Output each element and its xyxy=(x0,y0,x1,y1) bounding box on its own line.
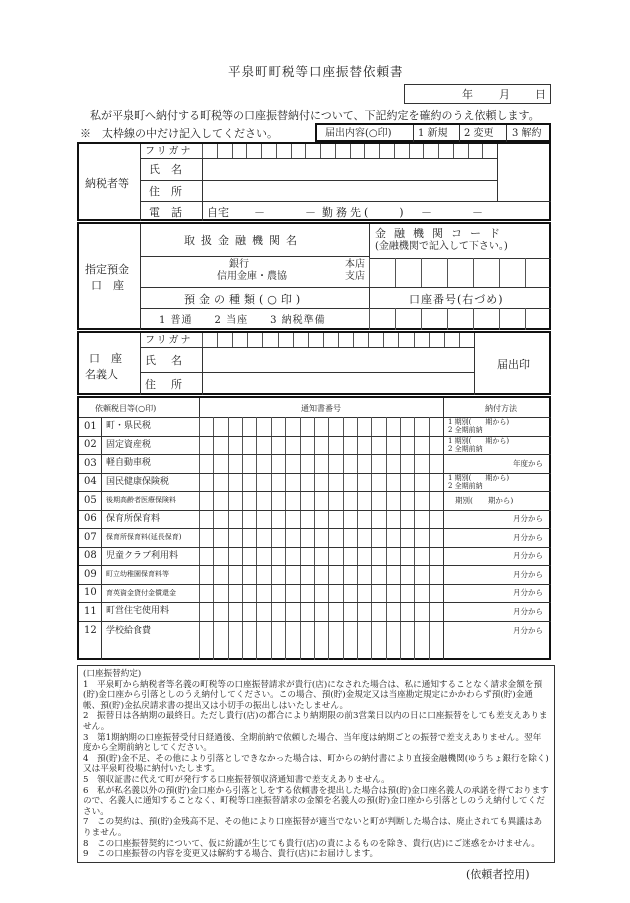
account-number-header: 口座番号(右づめ) xyxy=(409,293,504,306)
branch-label: 支店 xyxy=(345,271,365,282)
tax-row-number: 02 xyxy=(84,439,97,450)
tax-row-item[interactable]: 育英資金貸付金償還金 xyxy=(106,588,176,597)
code-note: (金融機関で記入して下さい。) xyxy=(375,241,508,252)
col-method-header: 納付方法 xyxy=(485,404,517,413)
bank-section-label-2: 口 座 xyxy=(91,279,124,292)
tax-row-method[interactable]: 期別( 期から) xyxy=(455,495,514,505)
term-7: 7 この契約は、預(貯)金残高不足、その他により口座振替が適当でないと町が判断した場合は、廃止されても異議はありません。 xyxy=(83,817,543,838)
taxpayer-label: 納税者等 xyxy=(85,177,129,190)
tax-row-item[interactable]: 学校給食費 xyxy=(106,625,152,636)
date-month-label: 月 xyxy=(499,88,510,101)
phone-work-label: 勤務先( ) xyxy=(322,206,407,219)
tax-row-number: 04 xyxy=(84,476,97,487)
taxpayer-phone-label: 電 話 xyxy=(149,206,182,219)
tax-row-item[interactable]: 町立幼稚園保育料等 xyxy=(106,570,169,578)
tax-row-number: 10 xyxy=(84,587,97,598)
tax-row-method[interactable]: 月分から xyxy=(513,626,543,635)
tax-row-item[interactable]: 町・県民税 xyxy=(106,421,152,431)
term-1: 1 平泉町から納税者等名義の町税等の口座振替請求が貴行(店)になされた場合は、私に通知することなく請求金額を預(貯)金口座から引落としのうえ納付してください。この場合、預(貯)金規定又は当座勘定規定にかかわらず預(貯)金通帳、預(貯)金払戻請求書の提出又は小切手の振出しはいたしません。 xyxy=(83,679,543,711)
holder-label-1: 口 座 xyxy=(89,352,122,365)
tax-row-item[interactable]: 保育所保育料 xyxy=(106,513,161,524)
tax-row-method[interactable]: 月分から xyxy=(513,551,543,560)
tax-row-item[interactable]: 児童クラブ利用料 xyxy=(106,550,179,561)
holder-name-label: 氏 名 xyxy=(145,354,184,367)
tax-row-item[interactable]: 後期高齢者医療保険料 xyxy=(106,496,176,504)
tax-row-method-prepay[interactable]: 2 全期前納 xyxy=(448,445,483,453)
phone-home-label: 自宅 xyxy=(207,206,229,219)
transfer-terms xyxy=(77,665,555,863)
head-office-label: 本店 xyxy=(345,259,365,270)
tax-row-method[interactable]: 1 期別( 期から) xyxy=(448,418,510,426)
tax-row-method[interactable]: 月分から xyxy=(513,606,543,616)
filing-option-change[interactable]: 2 変更 xyxy=(464,128,494,139)
tax-row-method-prepay[interactable]: 2 全期前納 xyxy=(448,482,483,490)
term-8: 8 この口座振替契約について、仮に紛議が生じても貴行(店)の責によるものを除き、貴行(店)にご迷惑をかけません。 xyxy=(83,838,540,849)
tax-row-method[interactable]: 月分から xyxy=(513,514,543,523)
tax-row-number: 12 xyxy=(84,625,97,636)
bank-label: 銀行 xyxy=(229,259,249,270)
tax-row-number: 06 xyxy=(84,513,97,524)
deposit-type-header: 預金の種類(○印) xyxy=(184,293,305,306)
holder-section xyxy=(77,331,551,395)
intro-text: 私が平泉町へ納付する町税等の口座振替納付について、下記約定を確約のうえ依頼します。 xyxy=(90,109,540,122)
tax-row-item[interactable]: 軽自動車税 xyxy=(106,458,152,468)
deposit-type-options[interactable]: 1 普通 2 当座 3 納税準備 xyxy=(159,315,326,326)
tax-row-number: 03 xyxy=(84,457,97,469)
phone-work-field[interactable]: － － xyxy=(421,206,489,219)
term-5: 5 領収証書に代えて町が発行する口座振替領収済通知書で差支えありません。 xyxy=(83,774,390,785)
terms-title: (口座振替約定) xyxy=(83,669,142,679)
tax-row-method[interactable]: 1 期別( 期から) xyxy=(448,474,510,482)
tax-row-number: 07 xyxy=(84,531,97,543)
term-4: 4 預(貯)金不足、その他により引落としできなかった場合は、町からの納付書により直接金融機関(ゆうちょ銀行を除く)又は平泉町役場に納付いたします。 xyxy=(83,753,549,775)
code-header: 金融機関コード xyxy=(375,227,508,240)
tax-item-table xyxy=(77,396,551,660)
tax-row-number: 08 xyxy=(84,550,97,561)
tax-row-method[interactable]: 月分から xyxy=(513,532,543,542)
instruction-text: ※ 太枠線の中だけ記入してください。 xyxy=(80,127,278,140)
credit-label: 信用金庫・農協 xyxy=(217,271,287,282)
tax-row-method[interactable]: 1 期別( 期から) xyxy=(448,437,510,445)
page-title: 平泉町町税等口座振替依頼書 xyxy=(228,64,404,79)
bank-section xyxy=(77,222,551,330)
tax-row-number: 09 xyxy=(84,568,97,580)
tax-row-item[interactable]: 固定資産税 xyxy=(106,439,152,450)
copy-label: (依頼者控用) xyxy=(466,868,530,881)
bank-section-label-1: 指定預金 xyxy=(85,263,129,276)
holder-furigana-label: フリガナ xyxy=(145,335,193,346)
tax-row-item[interactable]: 保育所保育料(延長保育) xyxy=(106,533,182,541)
filing-type-box[interactable] xyxy=(315,123,551,142)
holder-label-2: 名義人 xyxy=(85,368,118,381)
tax-row-method[interactable]: 月分から xyxy=(513,569,543,579)
holder-address-label: 住 所 xyxy=(145,378,184,391)
tax-row-method-prepay[interactable]: 2 全期前納 xyxy=(448,426,483,434)
col-item-header: 依頼税目等(○印) xyxy=(95,404,157,413)
tax-row-number: 01 xyxy=(84,420,97,432)
filing-option-cancel[interactable]: 3 解約 xyxy=(512,128,542,139)
col-notice-header: 通知書番号 xyxy=(301,404,341,413)
taxpayer-name-label: 氏 名 xyxy=(149,163,182,176)
taxpayer-section xyxy=(77,142,551,221)
tax-row-method[interactable]: 年度から xyxy=(513,458,543,468)
tax-row-number: 05 xyxy=(84,494,97,506)
phone-home-field[interactable]: － － xyxy=(254,206,322,219)
tax-row-number: 11 xyxy=(84,605,97,617)
date-year-label: 年 xyxy=(462,88,473,101)
tax-row-method[interactable]: 月分から xyxy=(513,588,543,597)
seal-label: 届出印 xyxy=(497,358,530,371)
institution-header: 取扱金融機関名 xyxy=(184,234,303,247)
tax-row-item[interactable]: 町営住宅使用料 xyxy=(106,606,170,616)
tax-row-item[interactable]: 国民健康保険税 xyxy=(106,476,170,487)
term-9: 9 この口座振替の内容を変更又は解約する場合、貴行(店)にお届けします。 xyxy=(83,849,379,860)
term-3: 3 第1期納期の口座振替受付日経過後、全期前納で依頼した場合、当年度は納期ごとの振替で差支えありません。翌年度から全期前納としてください。 xyxy=(83,732,542,754)
filing-option-new[interactable]: 1 新規 xyxy=(418,128,448,139)
term-2: 2 振替日は各納期の最終日。ただし貴行(店)の都合により納期限の前3営業日以内の日に口座振替をしても差支えありません。 xyxy=(83,711,548,732)
taxpayer-address-label: 住 所 xyxy=(149,185,182,198)
filing-type-label: 届出内容(○印) xyxy=(325,128,392,139)
term-6: 6 私が私名義以外の預(貯)金口座から引落としをする依頼書を提出した場合は預(貯)金口座名義人の承諾を得ておりますので、名義人に通知することなく、町税等口座振替請求の金額を名義人の預(貯)金口座から引落としのうえ納付してください。 xyxy=(83,785,549,817)
date-day-label: 日 xyxy=(535,88,546,101)
taxpayer-furigana-label: フリガナ xyxy=(145,146,193,157)
date-box[interactable] xyxy=(404,84,551,104)
